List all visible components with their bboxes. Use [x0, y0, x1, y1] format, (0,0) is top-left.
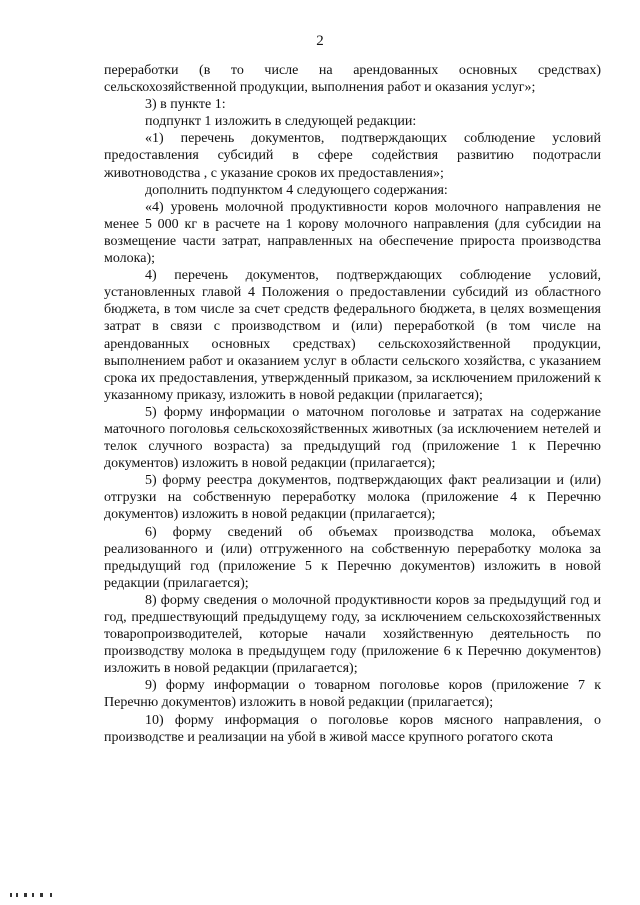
paragraph-4: «1) перечень документов, подтверждающих соблюдение условий предоставления субсидий в сфере содействия развитию подотрасли животноводства , с указание сроков их предоставления»;: [104, 131, 601, 181]
paragraph-12: 9) форму информации о товарном поголовье коров (приложение 7 к Перечню документов) изложить в новой редакции (прилагается);: [104, 678, 601, 711]
document-body: [104, 62, 601, 746]
scan-artifact: [10, 893, 64, 898]
paragraph-1: переработки (в то числе на арендованных основных средствах) сельскохозяйственной продукции, выполнения работ и оказания услуг»;: [104, 63, 601, 96]
page-number: 2: [316, 33, 324, 49]
paragraph-2: 3) в пункте 1:: [145, 97, 226, 113]
paragraph-5: дополнить подпунктом 4 следующего содержания:: [145, 182, 448, 198]
paragraph-9: 5) форму реестра документов, подтверждающих факт реализации и (или) отгрузки на собственную переработку молока (приложение 4 к Перечню документов) изложить в новой редакции (прилагается);: [104, 473, 601, 523]
paragraph-6: «4) уровень молочной продуктивности коров молочного направления не менее 5 000 кг в расчете на 1 корову молочного направления (для субсидии на возмещение части затрат, направленных на обеспечение прироста производства молока);: [104, 199, 601, 267]
paragraph-11: 8) форму сведения о молочной продуктивности коров за предыдущий год и год, предшествующий предыдущему году, за исключением сельскохозяйственных товаропроизводителей, которые начали хозяйственную деятельность по производству молока в предыдущем году (приложение 6 к Перечню документов) изложить в новой редакции (прилагается);: [104, 592, 601, 677]
paragraph-10: 6) форму сведений об объемах производства молока, объемах реализованного и (или) отгруженного на собственную переработку молока за предыдущий год (приложение 5 к Перечню документов) изложить в новой редакции (прилагается);: [104, 524, 601, 591]
paragraph-3: подпункт 1 изложить в следующей редакции:: [145, 114, 417, 130]
paragraph-8: 5) форму информации о маточном поголовье и затратах на содержание маточного поголовья сельскохозяйственных животных (за исключением нетелей и телок случного возраста) за предыдущий год (приложение 1 к Перечню документов) изложить в новой редакции (прилагается);: [104, 404, 601, 472]
paragraph-13: 10) форму информация о поголовье коров мясного направления, о производстве и реализации на убой в живой массе крупного рогатого скота: [104, 712, 601, 745]
paragraph-7: 4) перечень документов, подтверждающих соблюдение условий, установленных главой 4 Положения о предоставлении субсидий из областного бюджета, в том числе за счет средств федерального бюджета, в целях возмещения затрат в связи с производством и (или) переработкой (в том числе на арендованных основных средствах) сельскохозяйственной продукции, выполнением работ и оказанием услуг в области сельского хозяйства, с указанием срока их предоставления, утвержденный приказом, за исключением приложений к указанному приказу, изложить в новой редакции (прилагается);: [104, 268, 601, 403]
